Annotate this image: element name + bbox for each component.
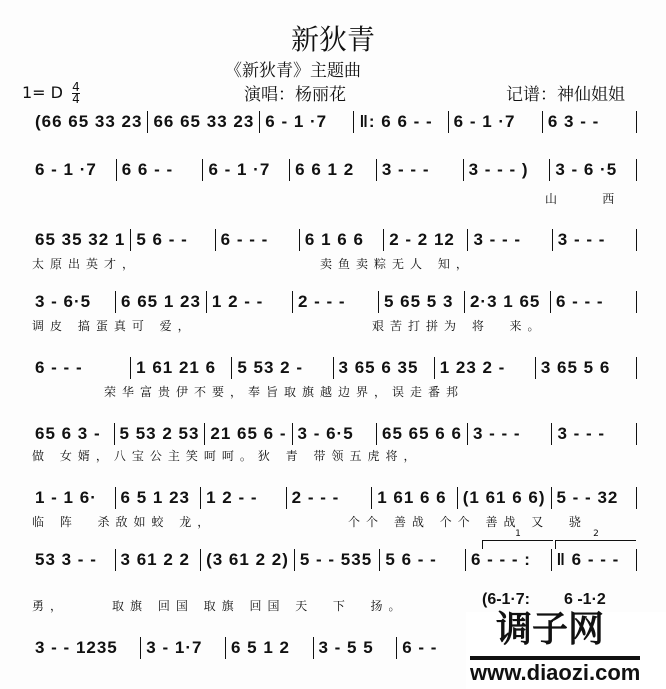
measure: 3 65 6 35 xyxy=(334,357,435,379)
measure: 3 - - - xyxy=(552,423,637,445)
measure: 3 - - - xyxy=(468,423,553,445)
measure: 6 - 1 ·7 xyxy=(449,111,543,133)
measure: 6 5 1 23 xyxy=(116,487,202,509)
volta-number: 1 xyxy=(515,529,521,539)
lyrics: 山 西 xyxy=(545,192,621,206)
measure: 1 - 1 6· xyxy=(30,487,116,509)
watermark xyxy=(466,609,666,689)
time-num: 4 xyxy=(72,80,80,94)
measure: 6 - 1 ·7 xyxy=(260,111,354,133)
measure: 3 - 6·5 xyxy=(293,423,378,445)
measure: 6 3 - - xyxy=(543,111,637,133)
measure: 3 - - - xyxy=(468,229,552,251)
time-signature xyxy=(72,82,80,105)
measure: 6 - - - : xyxy=(466,549,552,571)
lyrics: 荣华富贵伊不要，奉旨取旗越边界，误走番邦 xyxy=(104,385,465,399)
measure: 3 - - - ) xyxy=(464,159,551,181)
measure: 3 - - - xyxy=(553,229,637,251)
measure: 5 6 - - xyxy=(131,229,215,251)
lyrics: 艰苦打拼为 将 来。 xyxy=(372,319,546,333)
measure: 2 - - - xyxy=(287,487,373,509)
measure: 3 - 1·7 xyxy=(141,637,226,659)
score-row xyxy=(30,110,637,134)
measure: 65 65 6 6 xyxy=(377,423,468,445)
watermark-logo: 调子网 xyxy=(496,609,605,650)
measure: 2 - - - xyxy=(293,291,379,313)
ending-notes: (6-1·7: xyxy=(482,591,531,608)
measure: (66 65 33 23 xyxy=(30,111,148,133)
score-row xyxy=(30,228,637,252)
measure: 6 1 6 6 xyxy=(300,229,384,251)
measure: 6 - 1 ·7 xyxy=(30,159,117,181)
measure: 6 65 1 23 xyxy=(116,291,207,313)
measure: 65 35 32 1 xyxy=(30,229,131,251)
measure: 5 53 2 53 xyxy=(115,423,206,445)
singer: 演唱：杨丽花 xyxy=(244,85,346,105)
lyrics: 卖鱼卖粽无人 知， xyxy=(320,257,474,271)
notator: 记谱：神仙姐姐 xyxy=(506,85,625,105)
measure: 5 6 - - xyxy=(380,549,466,571)
measure: 3 - 6 ·5 xyxy=(550,159,637,181)
measure: 1 61 21 6 xyxy=(131,357,232,379)
measure: 1 23 2 - xyxy=(435,357,536,379)
score-row xyxy=(30,636,460,660)
measure: 53 3 - - xyxy=(30,549,116,571)
measure: (3 61 2 2) xyxy=(201,549,295,571)
measure: 2 - 2 12 xyxy=(384,229,468,251)
measure: 3 - 5 5 xyxy=(314,637,398,659)
volta-bracket xyxy=(555,529,636,549)
measure: 3 - - - xyxy=(377,159,464,181)
song-title: 新狄青 xyxy=(290,23,375,56)
measure: 66 65 33 23 xyxy=(148,111,260,133)
lyrics: 做 女婿，八宝公主笑呵呵。狄 青 带领五虎将， xyxy=(32,449,422,463)
measure: 6 6 1 2 xyxy=(290,159,377,181)
lyrics: 取旗 回国 取旗 回国 天 下 扬。 xyxy=(112,599,407,613)
score-row xyxy=(30,486,637,510)
measure: 5 53 2 - xyxy=(232,357,333,379)
ending-notes: 6 -1·2 xyxy=(564,591,606,608)
measure: 1 2 - - xyxy=(207,291,293,313)
lyrics: 临 阵 杀敌如蛟 龙， xyxy=(32,515,216,529)
measure: ‖ 6 - - - xyxy=(552,549,638,571)
measure: 6 - - - xyxy=(551,291,637,313)
measure: 3 65 5 6 xyxy=(536,357,637,379)
measure: 6 - 1 ·7 xyxy=(203,159,290,181)
score-row xyxy=(30,422,637,446)
measure: 3 61 2 2 xyxy=(116,549,202,571)
score-row xyxy=(30,290,637,314)
lyrics: 个个 善战 个个 善战 又 骁 xyxy=(348,515,587,529)
measure: (1 61 6 6) xyxy=(458,487,552,509)
measure: 6 5 1 2 xyxy=(226,637,314,659)
measure: 5 - - 535 xyxy=(295,549,381,571)
volta-number: 2 xyxy=(593,529,599,539)
score-row xyxy=(30,548,637,572)
key: 1= D xyxy=(22,83,63,102)
score-row xyxy=(30,158,637,182)
volta-bracket xyxy=(482,529,553,549)
measure: 21 65 6 - xyxy=(205,423,292,445)
measure: 1 61 6 6 xyxy=(372,487,458,509)
measure: 6 - - - xyxy=(30,357,131,379)
lyrics: 太原出英才， xyxy=(32,257,141,271)
measure: 5 65 5 3 xyxy=(379,291,465,313)
song-subtitle: 《新狄青》主题曲 xyxy=(225,61,361,81)
measure: 3 - - 1235 xyxy=(30,637,141,659)
key-signature xyxy=(22,82,80,105)
measure: 65 6 3 - xyxy=(30,423,115,445)
measure: ‖: 6 6 - - xyxy=(354,111,448,133)
measure: 6 6 - - xyxy=(117,159,204,181)
measure: 6 - - xyxy=(402,638,438,657)
measure: 3 - 6·5 xyxy=(30,291,116,313)
measure: 6 - - - xyxy=(216,229,300,251)
lyrics: 勇， xyxy=(32,599,69,613)
measure: 5 - - 32 xyxy=(552,487,638,509)
time-den: 4 xyxy=(72,92,80,106)
lyrics: 调皮 搞蛋真可 爱， xyxy=(32,319,196,333)
measure: 2·3 1 65 xyxy=(465,291,551,313)
watermark-url: www.diaozi.com xyxy=(470,656,640,686)
score-row xyxy=(30,356,637,380)
measure: 1 2 - - xyxy=(201,487,287,509)
